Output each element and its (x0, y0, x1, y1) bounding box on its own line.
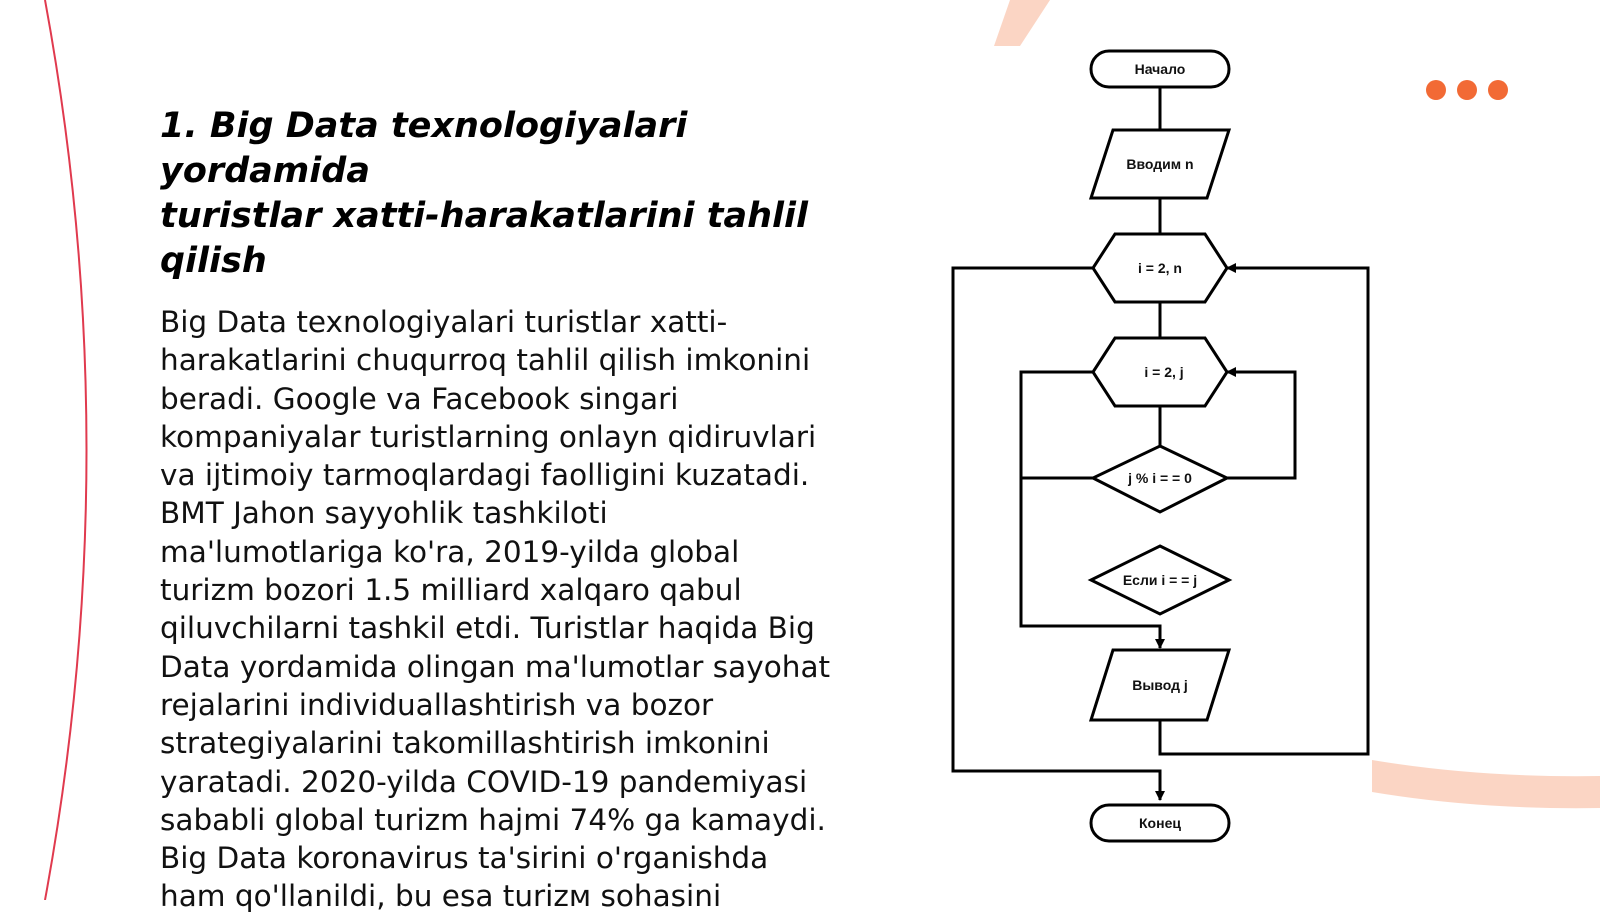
connector-line (1021, 372, 1093, 478)
slide-body-text: Big Data texnologiyalari turistlar xatti- harakatlarini chuqurroq tahlil qilish imkonini beradi. Google va Facebook singari kompaniyalar turistlarning onlayn qidiruvlari va ijtimoiy tarmoqlardagi faolligini kuzatadi. BMT Jahon sayyohlik tashkiloti ma'lumotlariga ko'ra, 2019-yilda global turizm bozori 1.5 milliard xalqaro qabul qiluvchilarni tashkil etdi. Turistlar haqida Big Data yordamida olingan ma'lumotlar sayohat rejalarini individuallashtirish va bozor strategiyalarini takomillashtirish imkonini yaratadi. 2020-yilda COVID-19 pandemiyasi sababli global turizm hajmi 74% ga kamaydi. Big Data koronavirus ta'sirini o'rganishda ham qo'llanildi, bu esa turizм sohasini (160, 305, 831, 914)
connector-line (1227, 372, 1295, 478)
flowchart-end-label: Конец (1139, 815, 1181, 831)
more-dots-icon (1426, 80, 1446, 100)
flowchart-condition-eq-label: Если i = = j (1122, 572, 1198, 588)
algorithm-flowchart (948, 46, 1378, 846)
flowchart-input-label: Вводим n (1126, 156, 1194, 172)
more-dots-icon (1488, 80, 1508, 100)
left-border-curve (45, 0, 87, 900)
bottom-right-accent-shape (1372, 760, 1600, 808)
more-options-button[interactable] (1426, 78, 1516, 102)
more-dots-icon (1457, 80, 1477, 100)
top-accent-shape (994, 0, 1050, 46)
flowchart-inner-loop-label: i = 2, j (1144, 364, 1184, 380)
flowchart-output-label: Вывод j (1132, 677, 1188, 693)
flowchart-condition-mod-label: j % i = = 0 (1128, 470, 1192, 486)
slide-title: 1. Big Data texnologiyalari yordamida turistlar xatti-harakatlarini tahlil qilish (160, 106, 808, 281)
flowchart-start-label: Начало (1134, 61, 1186, 77)
flowchart-outer-loop-label: i = 2, n (1138, 260, 1182, 276)
